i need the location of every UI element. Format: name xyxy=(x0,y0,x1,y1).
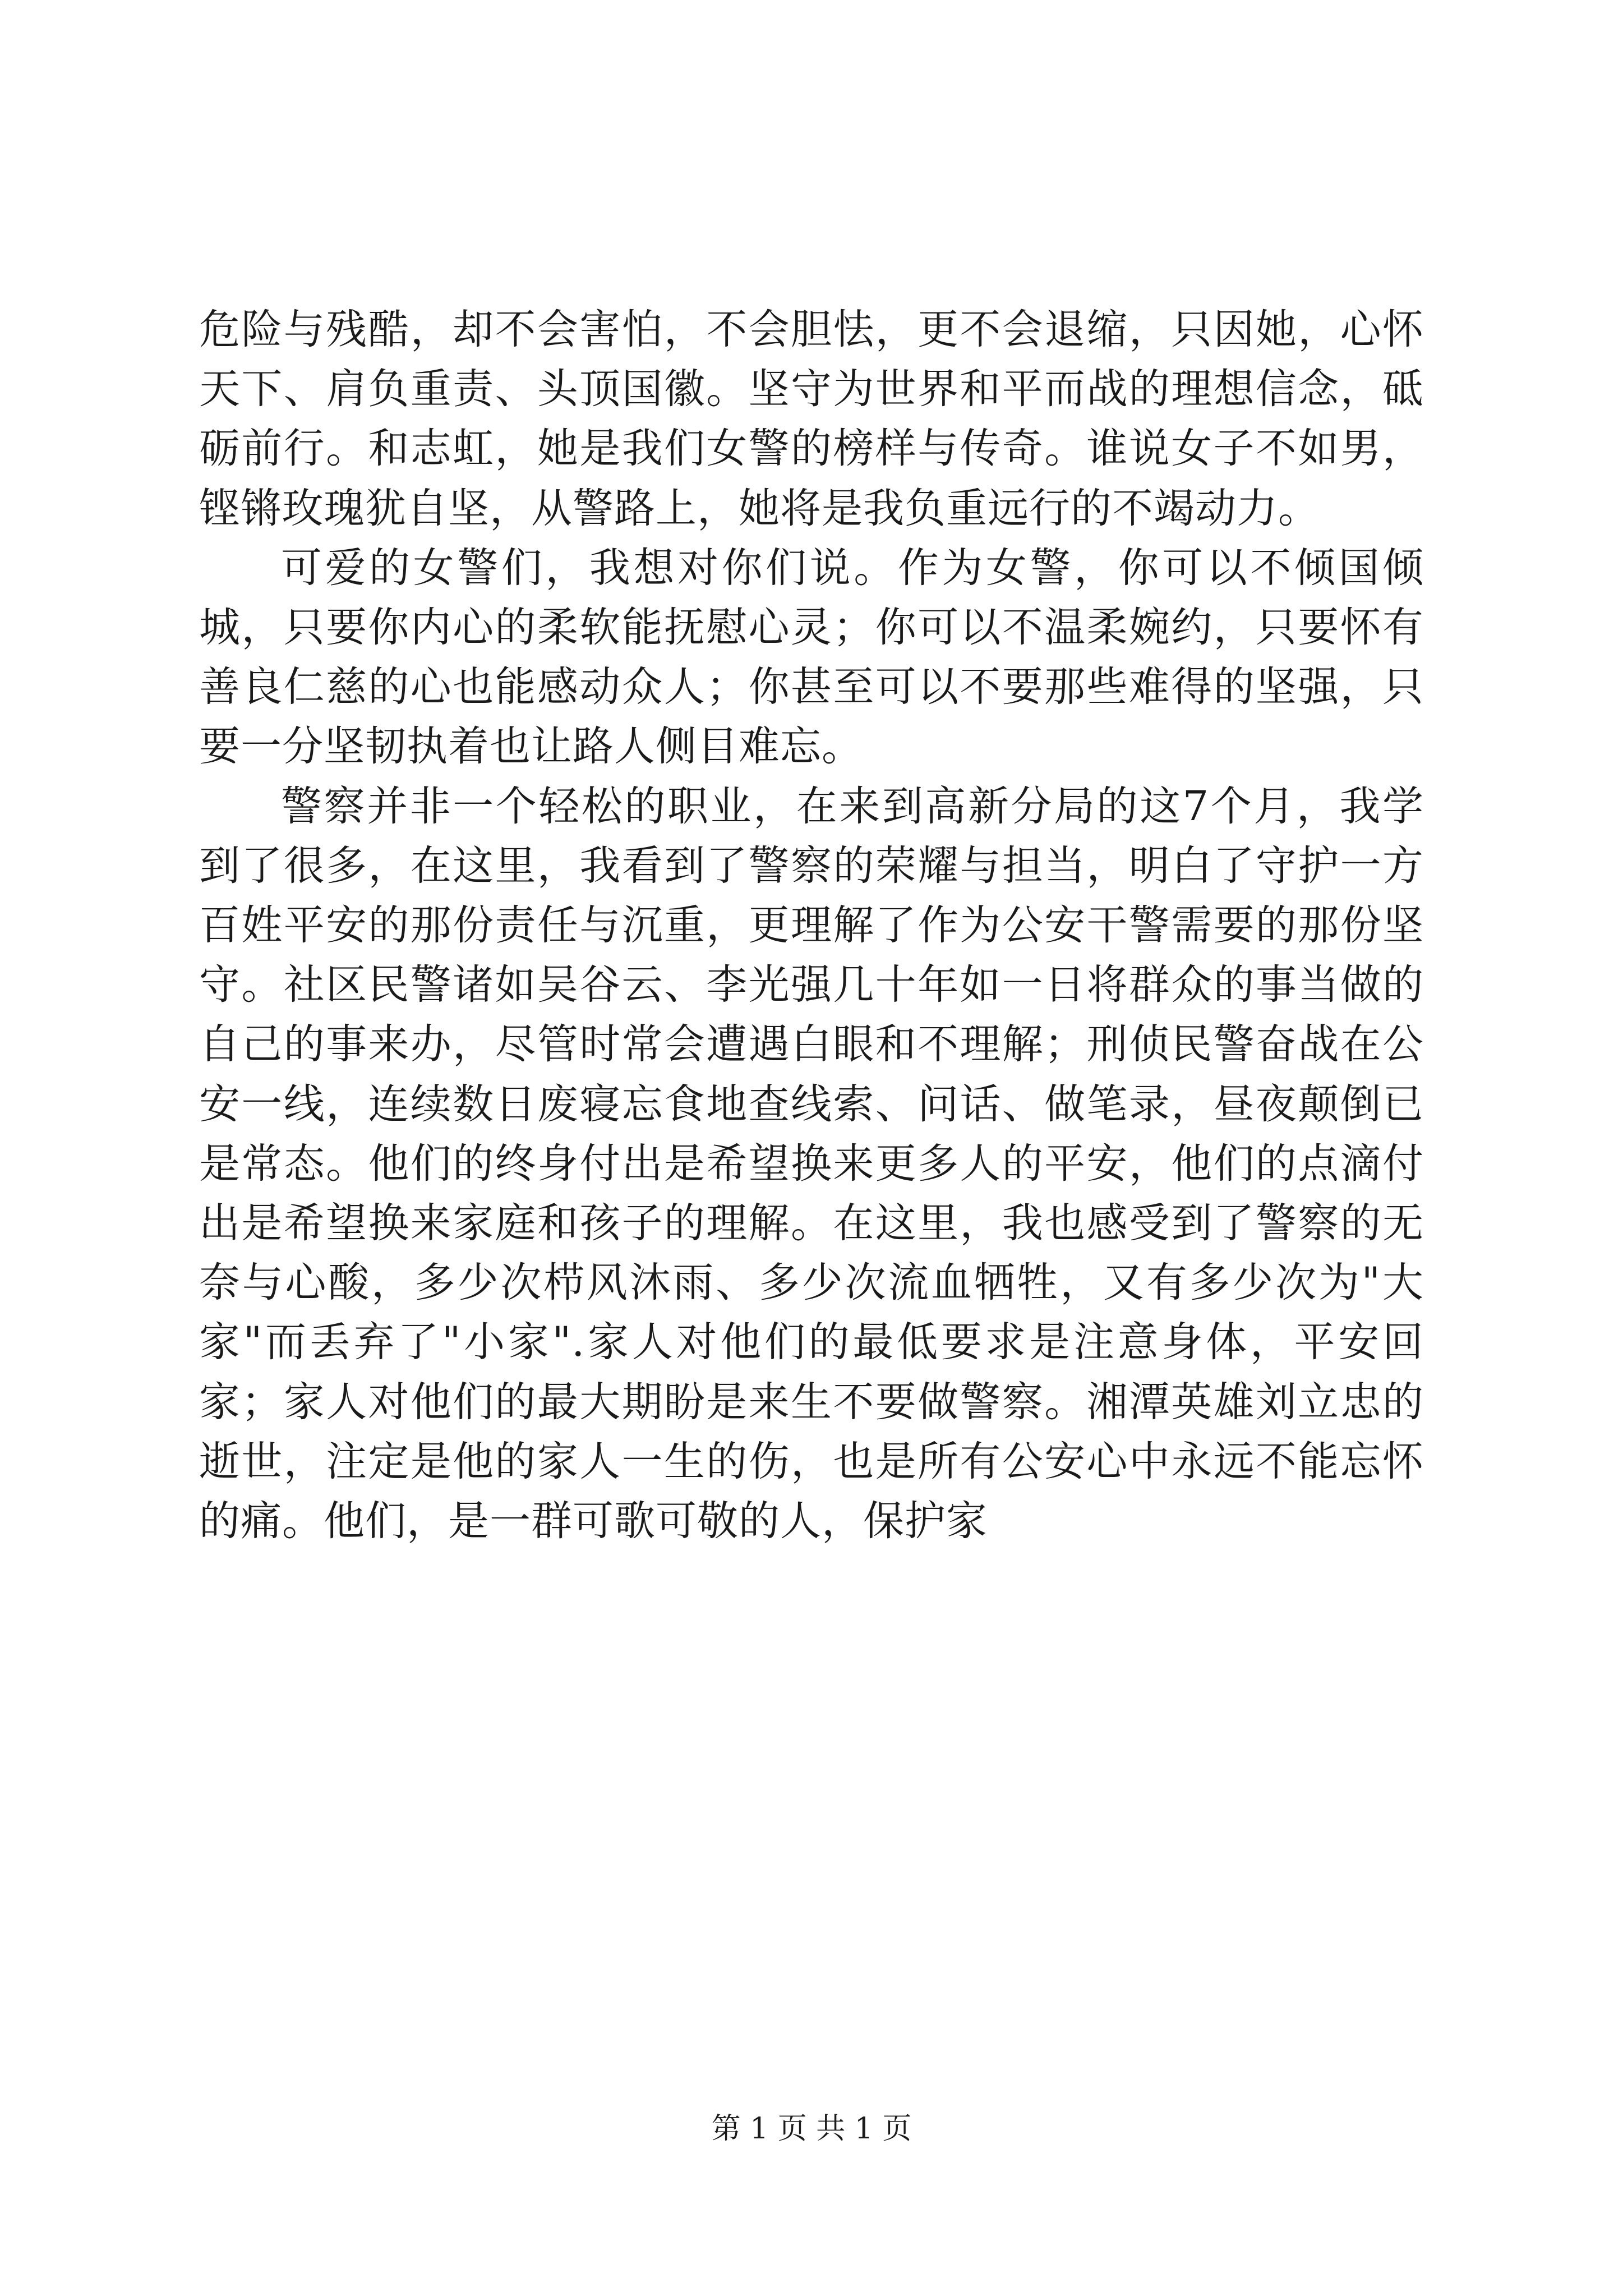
paragraph-3: 警察并非一个轻松的职业，在来到高新分局的这7个月，我学到了很多，在这里，我看到了警察的荣耀与担当，明白了守护一方百姓平安的那份责任与沉重，更理解了作为公安干警需要的那份坚守。社区民警诸如吴谷云、李光强几十年如一日将群众的事当做的自己的事来办，尽管时常会遭遇白眼和不理解；刑侦民警奋战在公安一线，连续数日废寝忘食地查线索、问话、做笔录，昼夜颠倒已是常态。他们的终身付出是希望换来更多人的平安，他们的点滴付出是希望换来家庭和孩子的理解。在这里，我也感受到了警察的无奈与心酸，多少次栉风沐雨、多少次流血牺牲，又有多少次为"大家"而丢弃了"小家".家人对他们的最低要求是注意身体，平安回家；家人对他们的最大期盼是来生不要做警察。湘潭英雄刘立忠的逝世，注定是他的家人一生的伤，也是所有公安心中永远不能忘怀的痛。他们，是一群可歌可敬的人，保护家 xyxy=(199,782,1424,1545)
page-footer: 第 1 页 共 1 页 xyxy=(711,2112,912,2146)
document-body xyxy=(199,300,1424,1551)
paragraph-2: 可爱的女警们，我想对你们说。作为女警，你可以不倾国倾城，只要你内心的柔软能抚慰心灵；你可以不温柔婉约，只要怀有善良仁慈的心也能感动众人；你甚至可以不要那些难得的坚强，只要一分坚韧执着也让路人侧目难忘。 xyxy=(199,544,1424,771)
paragraph-1: 危险与残酷，却不会害怕，不会胆怯，更不会退缩，只因她，心怀天下、肩负重责、头顶国徽。坚守为世界和平而战的理想信念，砥砺前行。和志虹，她是我们女警的榜样与传奇。谁说女子不如男，铿锵玫瑰犹自坚，从警路上，她将是我负重远行的不竭动力。 xyxy=(199,306,1424,532)
